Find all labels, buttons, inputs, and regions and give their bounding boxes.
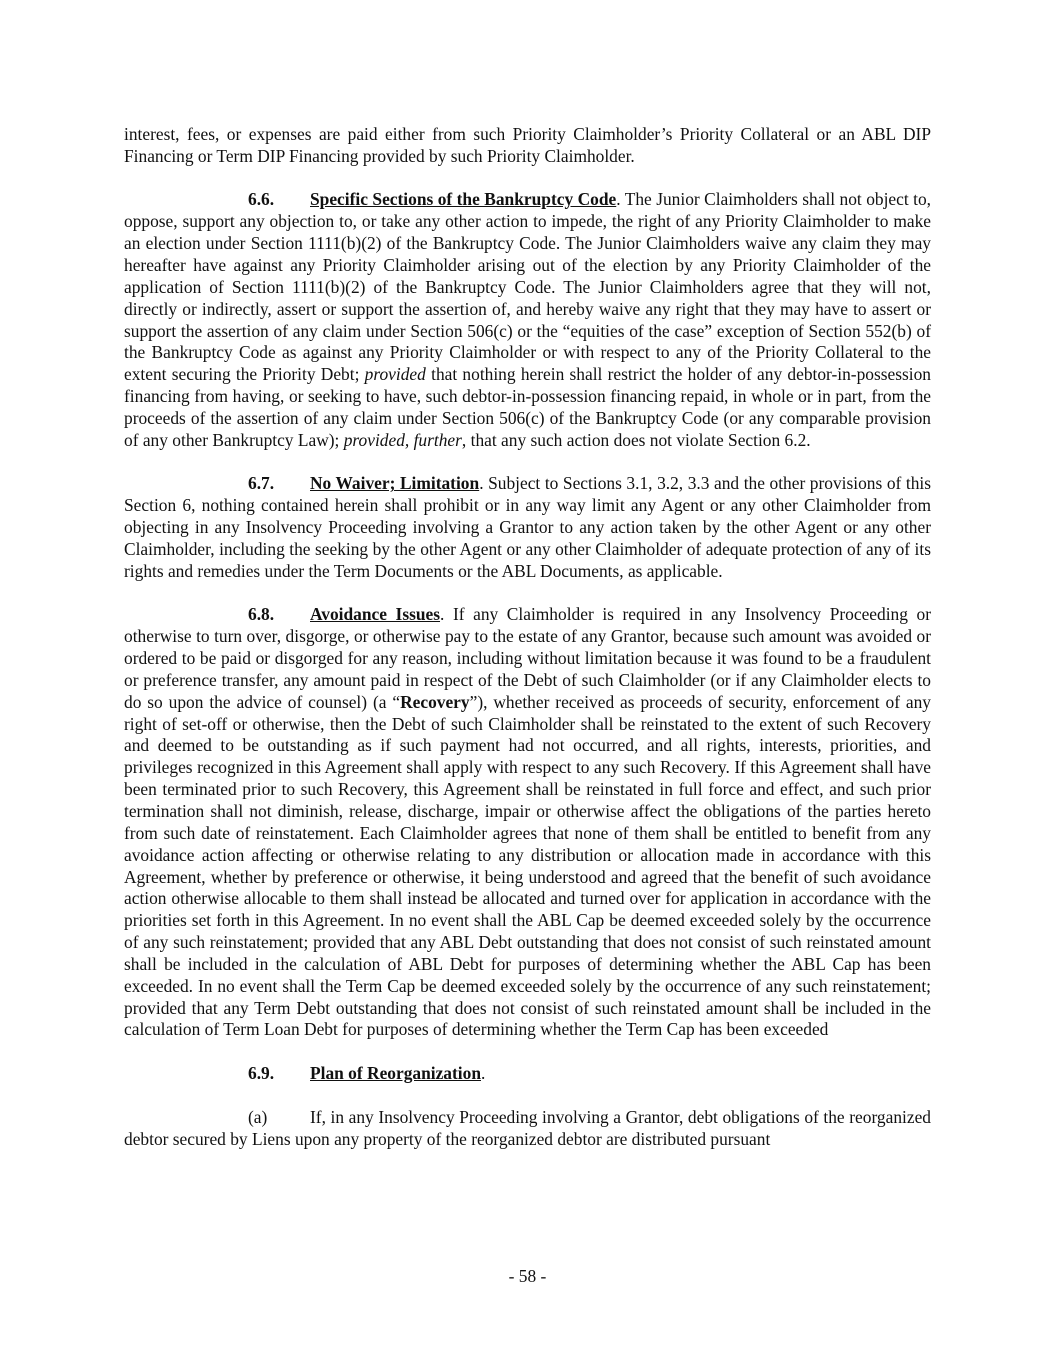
section-text: . The Junior Claimholders shall not object to, oppose, support any objection to, or take any other action to impede, the right of any Priority Claimholder to make an election under Section 1111(b)(2) of the Bankruptcy Code. The Junior Claimholders waive any claim they may hereafter have against any Priority Claimholder arising out of the election by any Priority Claimholder of the application of Section 1111(b)(2) of the Bankruptcy Code. The Junior Claimholders agree that they will not, directly or indirectly, assert or support the assertion of, and hereby waive any right that they may have to assert or support the assertion of any claim under Section 506(c) or the “equities of the case” exception of Section 552(b) of the Bankruptcy Code as against any Priority Claimholder or with respect to any of the Priority Collateral to the extent securing the Priority Debt; xyxy=(124,189,932,385)
carryover-paragraph: interest, fees, or expenses are paid either from such Priority Claimholder’s Priority Collateral or an ABL DIP Financing or Term DIP Financing provided by such Priority Claimholder. xyxy=(124,124,931,166)
heading-period: . xyxy=(481,1063,486,1084)
section-text: that nothing herein shall restrict the holder of any debtor-in-possession financing from having, or seeking to have, such debtor-in-possession financing repaid, in whole or in part, from the proceeds of the assertion of any claim under Section 506(c) of the Bankruptcy Code (or any comparable provision of any other Bankruptcy Law); xyxy=(124,364,931,450)
provided-term: provided xyxy=(364,364,426,385)
section-text: . Subject to Sections 3.1, 3.2, 3.3 and the other provisions of this Section 6, nothing contained herein shall prohibit or in any way limit any Agent or any other Claimholder from objecting in any Insolvency Proceeding involving a Grantor to any action taken by the other Agent or any other Claimholder, including the seeking by the other Agent or any other Claimholder of adequate protection of any of its rights and remedies under the Term Documents or the ABL Documents, as applicable. xyxy=(124,473,932,581)
section-text: ”), whether received as proceeds of security, enforcement of any right of set-off or otherwise, then the Debt of such Claimholder shall be reinstated to the extent of such Recovery and deemed to be outstanding as if such payment had not occurred, and all rights, interests, priorities, and privileges recognized in this Agreement shall apply with respect to any such Recovery. If this Agreement shall have been terminated prior to such Recovery, this Agreement shall be reinstated in full force and effect, and such prior termination shall not diminish, release, discharge, impair or otherwise affect the obligations of the parties hereto from such date of reinstatement. Each Claimholder agrees that none of them shall be entitled to benefit from any avoidance action affecting or otherwise relating to any distribution or allocation made in accordance with this Agreement, whether by preference or otherwise, it being understood and agreed that the benefit of such avoidance action otherwise allocable to them shall instead be allocated and turned over for application in accordance with the priorities set forth in this Agreement. In no event shall the ABL Cap be deemed exceeded solely by the occurrence of any such reinstatement; provided that any ABL Debt outstanding that does not consist of such reinstated amount shall be included in the calculation of ABL Debt for purposes of determining whether the ABL Cap has been exceeded. In no event shall the Term Cap be deemed exceeded solely by the occurrence of any such reinstatement; provided that any Term Debt outstanding that does not consist of such reinstated amount shall be included in the calculation of Term Loan Debt for purposes of determining whether the Term Cap has been exceeded xyxy=(124,691,931,1040)
section-6-8-paragraph xyxy=(124,604,931,1041)
section-heading: No Waiver; Limitation xyxy=(310,473,480,494)
subsection-label: (a) xyxy=(248,1106,268,1127)
section-number: 6.7. xyxy=(248,473,275,494)
provided-further-term: provided, further xyxy=(343,429,462,450)
section-text: , that any such action does not violate Section 6.2. xyxy=(461,429,811,450)
section-heading: Plan of Reorganization xyxy=(310,1063,481,1084)
section-heading: Avoidance Issues xyxy=(310,604,441,625)
defined-term-recovery: Recovery xyxy=(400,691,470,712)
page-number: - 58 - xyxy=(508,1266,547,1286)
subsection-text: If, in any Insolvency Proceeding involving a Grantor, debt obligations of the reorganized debtor secured by Liens upon any property of the reorganized debtor are distributed pursuant xyxy=(124,1106,931,1149)
section-text: . If any Claimholder is required in any Insolvency Proceeding or otherwise to turn over, disgorge, or otherwise pay to the estate of any Grantor, because such amount was avoided or ordered to be paid or disgorged for any reason, including without limitation because it was found to be a fraudulent or preference transfer, any amount paid in respect of the Debt of such Claimholder (or if any Claimholder elects to do so upon the advice of counsel) (a “ xyxy=(124,604,931,712)
section-number: 6.8. xyxy=(248,604,275,625)
section-heading: Specific Sections of the Bankruptcy Code xyxy=(310,189,617,210)
section-number: 6.6. xyxy=(248,189,275,210)
document-page xyxy=(124,124,931,1172)
section-6-7-paragraph xyxy=(124,473,931,582)
section-6-9-heading xyxy=(124,1063,931,1085)
section-6-6-paragraph xyxy=(124,189,931,451)
subsection-a-paragraph xyxy=(124,1107,931,1151)
section-number: 6.9. xyxy=(248,1063,275,1084)
